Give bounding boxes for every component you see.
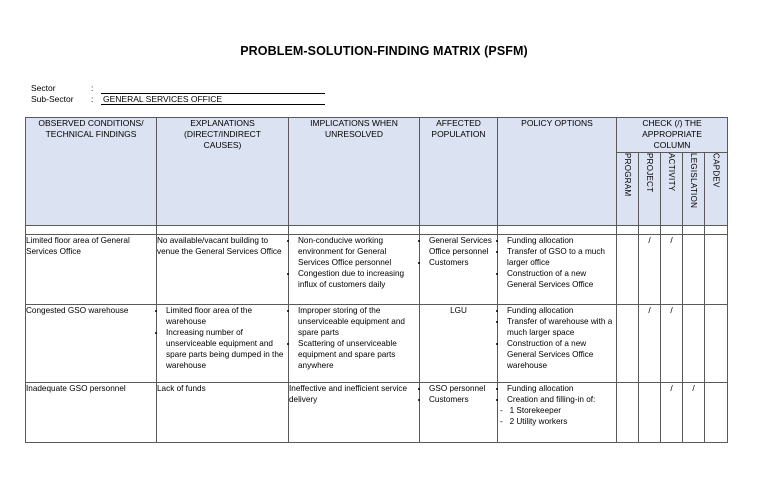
document-title: PROBLEM-SOLUTION-FINDING MATRIX (PSFM) (240, 44, 528, 58)
header-activity (661, 153, 683, 226)
sector-colon: : (91, 83, 94, 93)
list-item: • Congestion due to increasing influx of customers daily (298, 268, 419, 290)
row1-check-capdev (705, 235, 728, 305)
row3-affected (420, 383, 498, 443)
header-affected: AFFECTED POPULATION (420, 118, 498, 226)
row1-affected (420, 235, 498, 305)
header-capdev (705, 153, 728, 226)
header-project-label: PROJECT (645, 153, 654, 193)
sector-value (101, 83, 325, 94)
subsector-label: Sub-Sector (31, 94, 74, 104)
list-item: • GSO personnel (429, 383, 497, 394)
subsector-value: GENERAL SERVICES OFFICE (101, 94, 325, 105)
sector-label: Sector (31, 83, 56, 93)
row3-observed: Inadequate GSO personnel (26, 383, 157, 443)
row1-observed: Limited floor area of General Services Office (26, 235, 157, 305)
table-row (26, 235, 728, 305)
header-program-label: PROGRAM (623, 153, 632, 197)
list-item: • Transfer of GSO to a much larger office (507, 246, 616, 268)
list-item: • Limited floor area of the warehouse (166, 305, 288, 327)
header-capdev-label: CAPDEV (711, 153, 721, 188)
row3-policy (498, 383, 617, 443)
list-item: • General Services Office personnel (429, 235, 497, 257)
row3-check-project (639, 383, 661, 443)
header-activity-label: ACTIVITY (667, 153, 676, 192)
row2-check-project: / (639, 305, 661, 383)
row3-check-program (617, 383, 639, 443)
list-item: • Customers (429, 257, 497, 268)
header-legislation (683, 153, 705, 226)
spacer-row (26, 226, 728, 235)
subsector-line (31, 94, 325, 105)
row2-observed: Congested GSO warehouse (26, 305, 157, 383)
header-program (617, 153, 639, 226)
list-item: • Creation and filling-in of: (507, 394, 616, 405)
list-item: • Improper storing of the unserviceable equipment and spare parts (298, 305, 419, 338)
row1-check-legislation (683, 235, 705, 305)
header-row-1 (26, 118, 728, 153)
table-row (26, 305, 728, 383)
table-row (26, 383, 728, 443)
list-item: - 2 Utility workers (500, 417, 568, 426)
header-observed: OBSERVED CONDITIONS/ TECHNICAL FINDINGS (26, 118, 157, 226)
header-implications: IMPLICATIONS WHEN UNRESOLVED (289, 118, 420, 226)
sub-item-text: 2 Utility workers (509, 417, 568, 426)
list-item: • Construction of a new General Services Office (507, 268, 616, 290)
row3-implications: Ineffective and inefficient service delivery (289, 383, 420, 443)
header-project (639, 153, 661, 226)
header-legislation-label: LEGISLATION (689, 153, 698, 209)
list-item: • Non-conducive working environment for General Services Office personnel (298, 235, 419, 268)
row1-check-project: / (639, 235, 661, 305)
row1-implications (289, 235, 420, 305)
row2-check-program (617, 305, 639, 383)
sector-line (31, 83, 325, 94)
row1-check-program (617, 235, 639, 305)
sub-item-text: 1 Storekeeper (509, 406, 561, 415)
list-item: • Scattering of unserviceable equipment and spare parts anywhere (298, 338, 419, 371)
list-item: • Construction of a new General Services Office warehouse (507, 338, 616, 371)
list-item: • Funding allocation (507, 383, 616, 394)
row1-policy (498, 235, 617, 305)
row2-check-legislation (683, 305, 705, 383)
row2-explanations (157, 305, 289, 383)
list-item: - 1 Storekeeper (500, 406, 561, 415)
psfm-table (25, 117, 728, 443)
row2-check-activity: / (661, 305, 683, 383)
list-item: • Transfer of warehouse with a much larger space (507, 316, 616, 338)
row2-implications (289, 305, 420, 383)
list-item: • Funding allocation (507, 305, 616, 316)
header-explanations: EXPLANATIONS (DIRECT/INDIRECT CAUSES) (157, 118, 289, 226)
subsector-colon: : (91, 94, 94, 104)
header-check: CHECK (/) THE APPROPRIATE COLUMN (617, 118, 728, 153)
row2-affected: LGU (420, 305, 498, 383)
header-policy: POLICY OPTIONS (498, 118, 617, 226)
list-item: • Customers (429, 394, 497, 405)
row2-check-capdev (705, 305, 728, 383)
list-item: • Funding allocation (507, 235, 616, 246)
row3-check-capdev (705, 383, 728, 443)
list-item: • Increasing number of unserviceable equipment and spare parts being dumped in the warehouse (166, 327, 288, 371)
row1-check-activity: / (661, 235, 683, 305)
row1-explanations: No available/vacant building to venue the General Services Office (157, 235, 289, 305)
row3-explanations: Lack of funds (157, 383, 289, 443)
row3-check-activity: / (661, 383, 683, 443)
row2-policy (498, 305, 617, 383)
row3-check-legislation: / (683, 383, 705, 443)
